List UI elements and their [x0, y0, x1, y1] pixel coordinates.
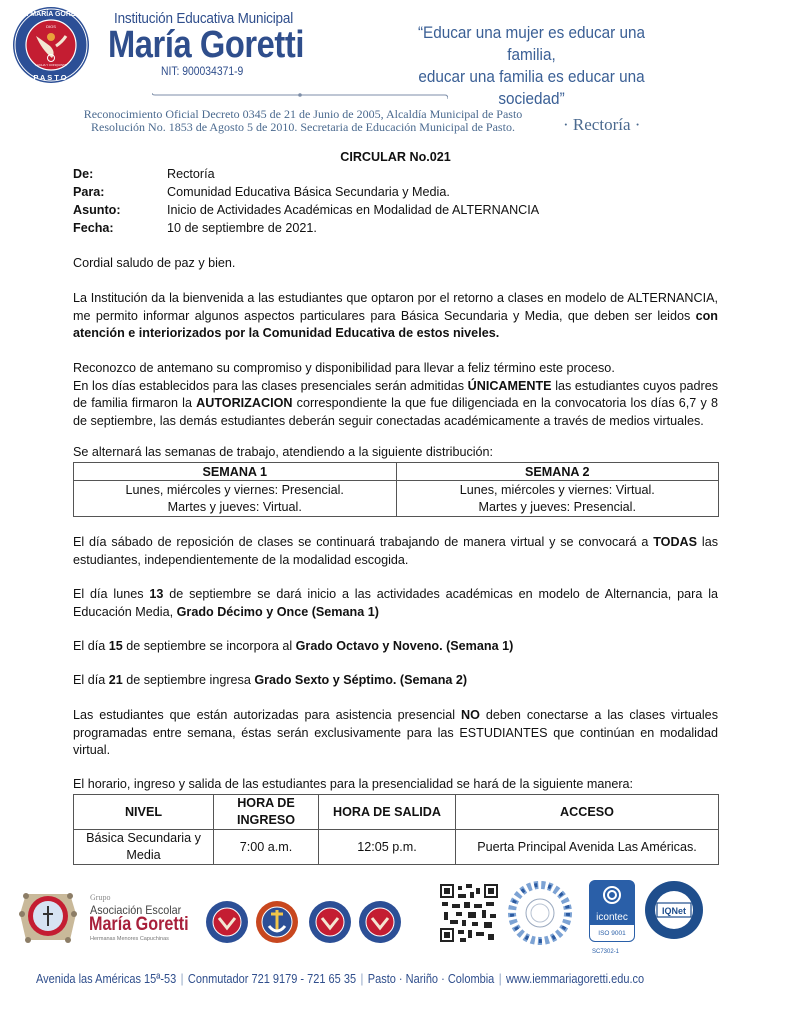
footer-separator: |	[360, 972, 364, 986]
emphasis: 13	[149, 587, 164, 601]
text: El día	[73, 639, 109, 653]
meta-value: Comunidad Educativa Básica Secundaria y Media.	[167, 185, 450, 199]
icontec-icon	[590, 881, 634, 909]
meta-label: Para:	[73, 185, 105, 199]
meta-label: Asunto:	[73, 203, 121, 217]
footer-location: Pasto · Nariño · Colombia	[367, 972, 495, 986]
school-seal-3	[308, 900, 352, 949]
text: correspondiente la que fue diligenciada en la convocatoria los días 6,7 y 8 de septiembre, las demás estudiantes deberán seguir conectadas académicamente a través de medios virtuales.	[73, 396, 718, 428]
schedule-header-level: NIVEL	[74, 795, 214, 830]
footer-separator: |	[498, 972, 502, 986]
icontec-certification-logo	[589, 880, 635, 942]
text: deben conectarse a las clases virtuales programadas entre semana, éstas serán exclusivamente para las ESTUDIANTES que continúan en modalidad virtual.	[73, 708, 718, 757]
text: de septiembre ingresa	[122, 673, 255, 687]
office-label: · Rectoría ·	[563, 115, 641, 134]
text: El día lunes	[73, 587, 150, 601]
iqnet-certification-logo	[644, 880, 704, 945]
schedule-cell-level: Básica Secundaria y Media	[74, 830, 214, 865]
crest-top-text: IEM MARÍA GORETTI	[15, 11, 87, 18]
paragraph-grade-8-9	[73, 638, 718, 656]
text: de septiembre se incorpora al	[122, 639, 296, 653]
emphasis: NO	[460, 708, 480, 722]
footer-separator: |	[180, 972, 184, 986]
motto-line-2: educar una familia es educar una sociedad”	[418, 67, 645, 108]
decree-line-2: Resolución No. 1853 de Agosto 5 de 2010. Secretaria de Educación Municipal de Pasto.	[91, 120, 515, 134]
institution-name: María Goretti	[108, 24, 304, 66]
schedule-table	[73, 794, 719, 865]
schedule-cell-entry: 7:00 a.m.	[214, 830, 319, 865]
group-emblem-logo	[18, 884, 78, 946]
paragraph-saturday	[73, 534, 718, 569]
official-recognition	[68, 108, 538, 134]
footer-phone: Conmutador 721 9179 - 721 65 35	[187, 972, 357, 986]
group-name-line1: Asociación Escolar	[90, 903, 182, 917]
paragraph-commitment	[73, 360, 718, 430]
meta-value: 10 de septiembre de 2021.	[167, 221, 317, 235]
emphasis: con atención e interiorizados por la Comunidad Educativa de estos niveles.	[73, 308, 718, 340]
iqnet-label: IQNet	[661, 906, 687, 916]
emphasis: Grado Octavo y Noveno. (Semana 1)	[295, 639, 514, 653]
paragraph-start-media	[73, 586, 718, 621]
emphasis: 15	[108, 639, 123, 653]
emphasis: ÚNICAMENTE	[467, 378, 552, 393]
group-name-line2: María Goretti	[89, 914, 189, 935]
meta-value: Rectoría	[167, 167, 215, 181]
qr-code[interactable]	[440, 884, 498, 947]
footer-contact	[36, 972, 644, 986]
schedule-line: Lunes, miércoles y viernes: Virtual.	[459, 482, 655, 497]
schedule-header-exit: HORA DE SALIDA	[319, 795, 456, 830]
paragraph-grade-6-7	[73, 672, 718, 690]
weeks-header: SEMANA 2	[396, 463, 719, 481]
greeting: Cordial saludo de paz y bien.	[73, 256, 236, 270]
institution-nit: NIT: 900034371-9	[161, 66, 244, 78]
text: las estudiantes, independientemente de la modalidad escogida.	[73, 535, 718, 567]
schedule-cell-exit: 12:05 p.m.	[319, 830, 456, 865]
schedule-line: Martes y jueves: Presencial.	[478, 499, 636, 514]
meta-label: De:	[73, 167, 94, 181]
weeks-table	[73, 462, 719, 517]
emphasis: AUTORIZACION	[196, 396, 293, 410]
weeks-intro: Se alternará las semanas de trabajo, atendiendo a la siguiente distribución:	[73, 445, 494, 459]
meta-label: Fecha:	[73, 221, 114, 235]
schedule-header-access: ACCESO	[456, 795, 719, 830]
text: las estudiantes cuyos padres de familia firmaron la	[73, 378, 718, 410]
text: de septiembre se dará inicio a las actividades académicas en modelo de Alternancia, para la Educación Media,	[73, 587, 718, 619]
crest-ribbon-text: LUCHA Y CONQUISTA	[35, 63, 67, 67]
emphasis: 21	[108, 673, 123, 687]
emphasis: Grado Décimo y Once (Semana 1)	[176, 604, 379, 619]
text: Las estudiantes que están autorizadas para asistencia presencial	[73, 708, 461, 722]
text: El día	[73, 673, 109, 687]
icontec-standard: ISO 9001	[590, 925, 634, 942]
school-seal-2	[255, 900, 299, 949]
schedule-header-entry: HORA DE INGRESO	[214, 795, 319, 830]
footer-website-link[interactable]: www.iemmariagoretti.edu.co	[505, 972, 645, 986]
crest-bottom-text: PASTO	[33, 73, 69, 82]
schedule-cell-access: Puerta Principal Avenida Las Américas.	[456, 830, 719, 865]
text: En los días establecidos para las clases presenciales serán admitidas	[73, 378, 468, 393]
icontec-label: icontec	[596, 912, 628, 923]
school-seal-1	[205, 900, 249, 949]
paragraph-welcome	[73, 290, 718, 343]
icontec-code: SC7302-1	[592, 949, 620, 955]
text: Reconozco de antemano su compromiso y disponibilidad para llevar a feliz término este proceso.	[73, 361, 615, 375]
schedule-line: Martes y jueves: Virtual.	[167, 499, 302, 514]
header-divider	[152, 92, 448, 100]
school-seal-4	[358, 900, 402, 949]
footer-address: Avenida las Américas 15ª-53	[36, 972, 177, 986]
schedule-line: Lunes, miércoles y viernes: Presencial.	[125, 482, 344, 497]
text: La Institución da la bienvenida a las estudiantes que optaron por el retorno a clases en modelo de ALTERNANCIA, me permito informar algunos aspectos particulares para Básica Secundaria y Media, que deben ser leidos	[73, 291, 718, 323]
group-label: Grupo	[90, 893, 111, 902]
group-subtitle: Hermanas Menores Capuchinas	[90, 936, 169, 942]
children-circle-logo	[505, 878, 575, 953]
schedule-intro: El horario, ingreso y salida de las estudiantes para la presencialidad se hará de la siguiente manera:	[73, 777, 634, 791]
paragraph-attendance	[73, 707, 718, 760]
weeks-cell	[396, 481, 719, 517]
text: El día sábado de reposición de clases se continuará trabajando de manera virtual y se convocará a	[73, 535, 654, 549]
institution-subtitle: Institución Educativa Municipal	[114, 10, 294, 27]
crest-center-text: DIOS	[46, 24, 56, 29]
decree-line-1: Reconocimiento Oficial Decreto 0345 de 21 de Junio de 2005, Alcaldía Municipal de Pasto	[83, 107, 523, 121]
circular-title: CIRCULAR No.021	[340, 150, 451, 164]
emphasis: TODAS	[653, 535, 698, 549]
weeks-cell	[74, 481, 397, 517]
meta-value: Inicio de Actividades Académicas en Modalidad de ALTERNANCIA	[167, 203, 540, 217]
weeks-header: SEMANA 1	[74, 463, 397, 481]
motto-line-1: “Educar una mujer es educar una familia,	[417, 23, 646, 64]
institution-crest-logo	[12, 6, 90, 84]
emphasis: Grado Sexto y Séptimo. (Semana 2)	[254, 673, 468, 687]
